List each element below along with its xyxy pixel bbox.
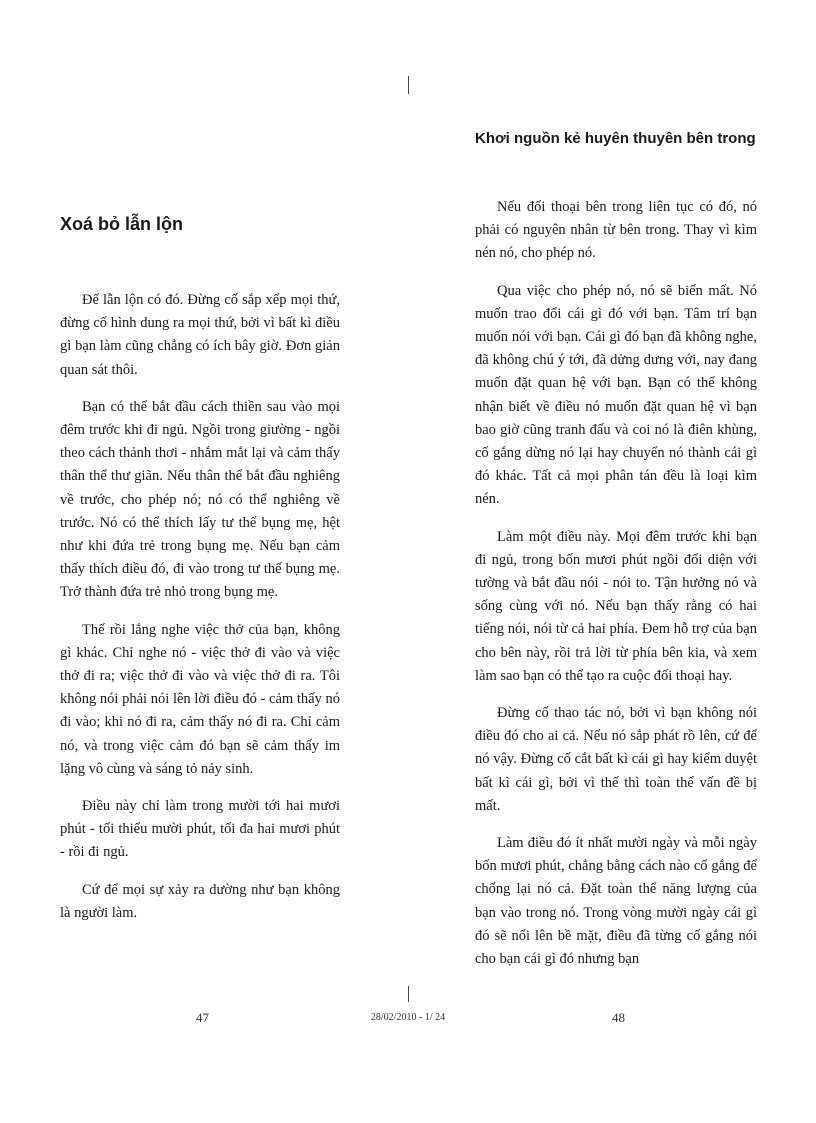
right-page-number: 48 xyxy=(612,1010,625,1025)
right-page-heading: Khơi nguồn kẻ huyên thuyên bên trong xyxy=(475,130,756,147)
left-page-number: 47 xyxy=(196,1010,209,1025)
left-page-body xyxy=(60,289,340,939)
left-paragraph: Thế rồi lắng nghe việc thở của bạn, không gì khác. Chỉ nghe nó - việc thở đi vào và việc thở đi ra; việc thở đi vào và việc thở đi ra. Tôi không nói phải nói lên lời điều đó - cảm thấy nó đi vào; khi nó đi ra, cảm thấy nó đi ra. Chỉ cảm nó, và trong việc cảm đó bạn sẽ cảm thấy im lặng vô cùng và sáng tỏ nảy sinh. xyxy=(60,621,340,777)
left-paragraph: Cứ để mọi sự xảy ra dường như bạn không là người làm. xyxy=(60,881,340,921)
right-page-body xyxy=(475,196,757,976)
left-paragraph: Bạn có thể bắt đầu cách thiền sau vào mọi đêm trước khi đi ngủ. Ngồi trong giường - ngồi theo cách thảnh thơi - nhắm mắt lại và cảm thấy thân thể thư giãn. Nếu thân thể bắt đầu nghiêng về trước, cho phép nó; nó có thể nghiêng về trước. Nó có thể thích lấy tư thế bụng mẹ, hệt như khi đứa trẻ trong bụng mẹ. Nếu bạn cảm thấy thích điều đó, đi vào trong tư thế bụng mẹ. Trở thành đứa trẻ nhỏ trong bụng mẹ. xyxy=(60,398,340,601)
center-fold-mark-bottom xyxy=(408,986,409,1002)
right-paragraph: Làm điều đó ít nhất mười ngày và mỗi ngày bốn mươi phút, chẳng bằng cách nào cố gắng để chống lại nó cả. Đặt toàn thể năng lượng của bạn vào trong nó. Trong vòng mười ngày cái gì đó sẽ nổi lên bề mặt, điều đã từng cố gắng nói cho bạn cái gì đó nhưng bạn xyxy=(475,835,757,968)
left-paragraph: Để lẫn lộn có đó. Đừng cố sắp xếp mọi thứ, đừng cố hình dung ra mọi thứ, bởi vì bất kì điều gì bạn làm cũng chẳng có ích bây giờ. Đơn giản quan sát thôi. xyxy=(60,292,340,378)
left-paragraph: Điều này chỉ làm trong mười tới hai mươi phút - tối thiểu mười phút, tối đa hai mươi phút - rồi đi ngủ. xyxy=(60,798,340,861)
right-paragraph: Qua việc cho phép nó, nó sẽ biến mất. Nó muốn trao đổi cái gì đó với bạn. Tâm trí bạn muốn nói với bạn. Cái gì đó bạn đã không nghe, đã không chú ý tới, đã dửng dưng với, nay đang muốn đặt quan hệ với bạn. Bạn có thể không nhận biết về điều nó muốn đặt quan hệ vì bạn bao giờ cũng tranh đấu và coi nó là điên khùng, cố gắng dừng nó lại hay chuyển nó thành cái gì đó khác. Tất cả mọi phân tán đều là loại kìm nén. xyxy=(475,282,757,508)
right-paragraph: Làm một điều này. Mọi đêm trước khi bạn đi ngủ, trong bốn mươi phút ngồi đối diện với tường và bắt đầu nói - nói to. Tận hưởng nó và sống cùng với nó. Nếu bạn thấy rằng có hai tiếng nói, nói từ cả hai phía. Đem hỗ trợ của bạn cho bên này, rồi trả lời từ phía bên kia, và xem làm sao bạn có thể tạo ra cuộc đối thoại hay. xyxy=(475,528,757,684)
center-fold-mark-top xyxy=(408,76,409,94)
left-page-heading: Xoá bỏ lẫn lộn xyxy=(60,214,184,234)
right-paragraph: Đừng cố thao tác nó, bởi vì bạn không nói điều đó cho ai cả. Nếu nó sắp phát rồ lên, cứ để nó vậy. Đừng cố cắt bất kì cái gì hay kiểm duyệt bất kì cái gì, bởi vì thế thì toàn thể vấn đề bị mất. xyxy=(475,705,757,814)
right-paragraph: Nếu đối thoại bên trong liên tục có đó, nó phải có nguyên nhân từ bên trong. Thay vì kìm nén nó, cho phép nó. xyxy=(475,199,757,262)
print-date-stamp: 28/02/2010 - 1/ 24 xyxy=(370,1012,446,1023)
